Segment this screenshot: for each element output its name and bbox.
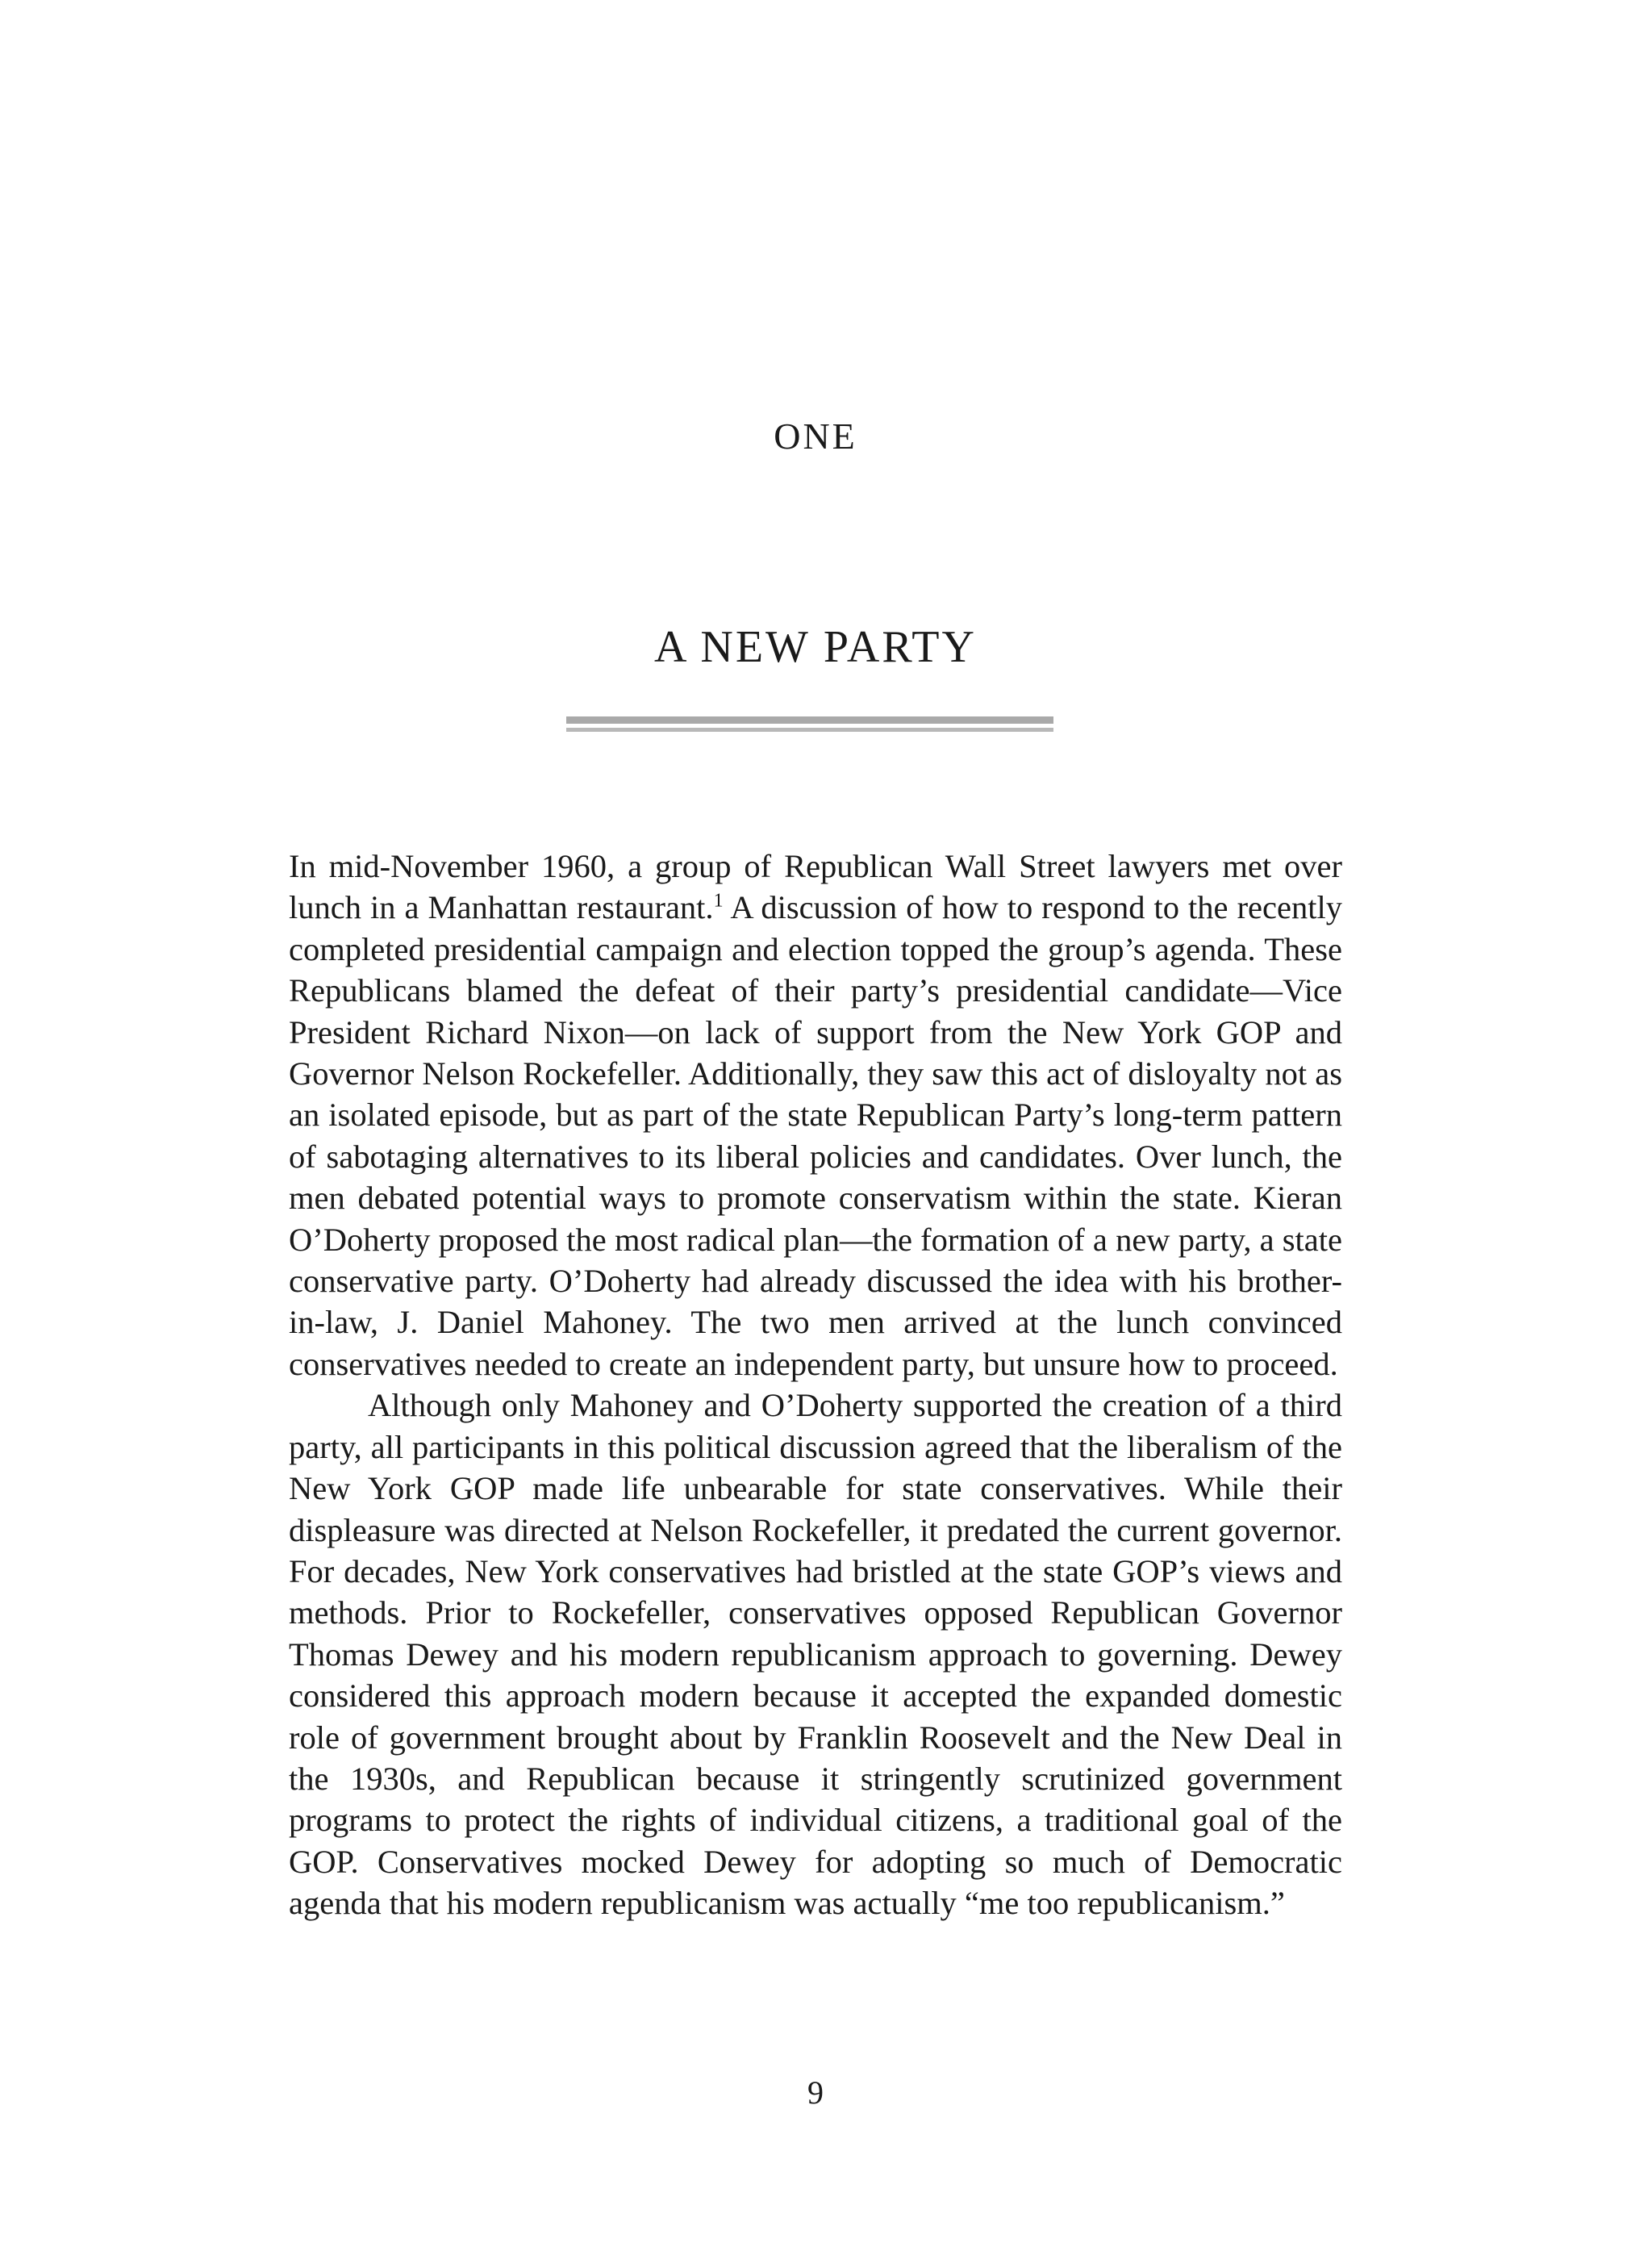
chapter-title: A NEW PARTY (654, 622, 977, 672)
chapter-number: ONE (774, 416, 857, 457)
footnote-ref-1: 1 (713, 890, 724, 912)
body-text (289, 846, 1342, 1924)
title-rule (566, 716, 1053, 733)
title-rule-thin (566, 728, 1053, 732)
paragraph-2: Although only Mahoney and O’Doherty supported the creation of a third party, all participants in this political discussion agreed that the liberalism of the New York GOP made life unbearable for state conservatives. While their displeasure was directed at Nelson Rockefeller, it predated the current governor. For decades, New York conservatives had bristled at the state GOP’s views and methods. Prior to Rockefeller, conservatives opposed Republican Governor Thomas Dewey and his modern republicanism approach to governing. Dewey considered this approach modern because it accepted the expanded domestic role of government brought about by Franklin Roosevelt and the New Deal in the 1930s, and Republican because it stringently scrutinized government programs to protect the rights of individual citizens, a traditional goal of the GOP. Conservatives mocked Dewey for adopting so much of Democratic agenda that his modern republicanism was actually “me too republicanism.” (289, 1387, 1342, 1922)
title-rule-thick (566, 716, 1053, 724)
paragraph-1-text: In mid-November 1960, a group of Republican Wall Street lawyers met over lunch in a Manhattan restaurant. (289, 848, 1342, 926)
paragraph-1 (289, 846, 1342, 1385)
paragraph-1-text-cont: A discussion of how to respond to the recently completed presidential campaign and election topped the group’s agenda. These Republicans blamed the defeat of their party’s presidential candidate—Vice President Richard Nixon—on lack of support from the New York GOP and Governor Nelson Rockefeller. Additionally, they saw this act of disloyalty not as an isolated episode, but as part of the state Republican Party’s long-term pattern of sabotaging alternatives to its liberal policies and candidates. Over lunch, the men debated potential ways to promote conservatism within the state. Kieran O’Doherty proposed the most radical plan—the formation of a new party, a state conservative party. O’Doherty had already discussed the idea with his brother-in-law, J. Daniel Mahoney. The two men arrived at the lunch convinced conservatives needed to create an independent party, but unsure how to proceed. (289, 889, 1342, 1382)
page-number: 9 (807, 2074, 824, 2111)
